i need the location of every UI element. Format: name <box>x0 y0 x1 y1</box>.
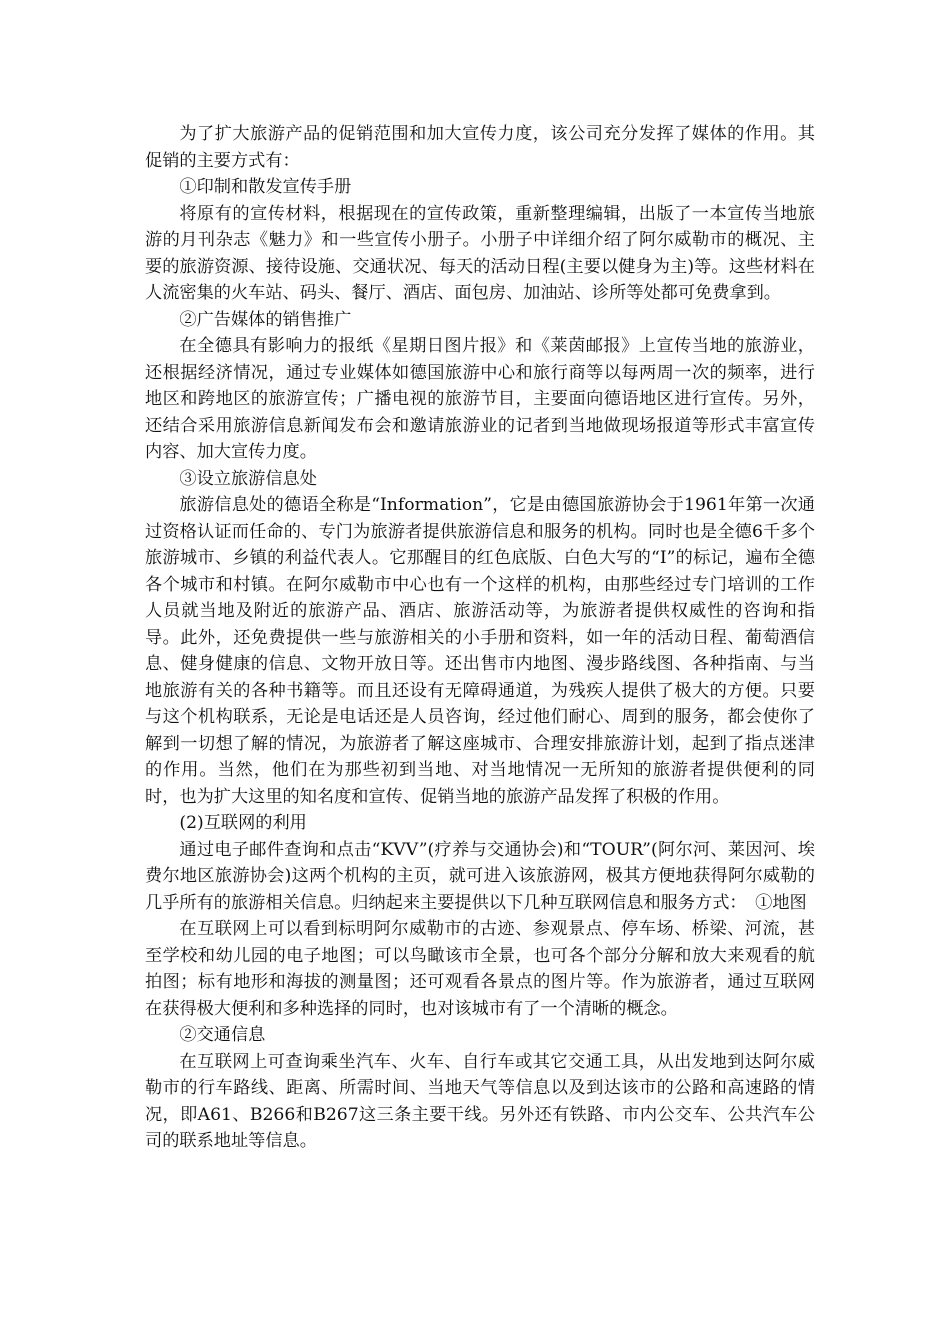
info-office-paragraph: 旅游信息处的德语全称是“Information”，它是由德国旅游协会于1961年第一次通过资格认证而任命的、专门为旅游者提供旅游信息和服务的机构。同时也是全德6千多个旅游城市、乡镇的利益代表人。它那醒目的红色底版、白色大写的“I”的标记，遍布全德各个城市和村镇。在阿尔威勒市中心也有一个这样的机构，由那些经过专门培训的工作人员就当地及附近的旅游产品、酒店、旅游活动等，为旅游者提供权威性的咨询和指导。此外，还免费提供一些与旅游相关的小手册和资料，如一年的活动日程、葡萄酒信息、健身健康的信息、文物开放日等。还出售市内地图、漫步路线图、各种指南、与当地旅游有关的各种书籍等。而且还设有无障碍通道，为残疾人提供了极大的方便。只要与这个机构联系，无论是电话还是人员咨询，经过他们耐心、周到的服务，都会使你了解到一切想了解的情况，为旅游者了解这座城市、合理安排旅游计划，起到了指点迷津的作用。当然，他们在为那些初到当地、对当地情况一无所知的旅游者提供便利的同时，也为扩大这里的知名度和宣传、促销当地的旅游产品发挥了积极的作用。 <box>145 495 815 807</box>
internet-paragraph: 通过电子邮件查询和点击“KVV”(疗养与交通协会)和“TOUR”(阿尔河、莱因河、埃费尔地区旅游协会)这两个机构的主页，就可进入该旅游网，极其方便地获得阿尔威勒的几乎所有的旅游相关信息。归纳起来主要提供以下几种互联网信息和服务方式： ①地图 <box>145 839 815 913</box>
intro-paragraph: 为了扩大旅游产品的促销范围和加大宣传力度，该公司充分发挥了媒体的作用。其促销的主要方式有： <box>145 124 815 171</box>
section-heading-advertising: ②广告媒体的销售推广 <box>179 309 352 330</box>
section-heading-traffic: ②交通信息 <box>179 1025 266 1045</box>
map-paragraph: 在互联网上可以看到标明阿尔威勒市的古迹、参观景点、停车场、桥梁、河流，甚至学校和幼儿园的电子地图；可以鸟瞰该市全景，也可各个部分分解和放大来观看的航拍图；标有地形和海拔的测量图；还可观看各景点的图片等。作为旅游者，通过互联网在获得极大便利和多种选择的同时，也对该城市有了一个清晰的概念。 <box>145 919 815 1019</box>
section-heading-internet: (2)互联网的利用 <box>179 813 307 833</box>
document-body <box>145 121 815 1155</box>
advertising-paragraph: 在全德具有影响力的报纸《星期日图片报》和《莱茵邮报》上宣传当地的旅游业，还根据经济情况，通过专业媒体如德国旅游中心和旅行商等以每两周一次的频率，进行地区和跨地区的旅游宣传；广播电视的旅游节目，主要面向德语地区进行宣传。另外，还结合采用旅游信息新闻发布会和邀请旅游业的记者到当地做现场报道等形式丰富宣传内容、加大宣传力度。 <box>145 336 815 462</box>
brochures-paragraph: 将原有的宣传材料，根据现在的宣传政策，重新整理编辑，出版了一本宣传当地旅游的月刊杂志《魅力》和一些宣传小册子。小册子中详细介绍了阿尔威勒市的概况、主要的旅游资源、接待设施、交通状况、每天的活动日程(主要以健身为主)等。这些材料在人流密集的火车站、码头、餐厅、酒店、面包房、加油站、诊所等处都可免费拿到。 <box>145 203 815 303</box>
traffic-paragraph: 在互联网上可查询乘坐汽车、火车、自行车或其它交通工具，从出发地到达阿尔威勒市的行车路线、距离、所需时间、当地天气等信息以及到达该市的公路和高速路的情况，即A61、B266和B267这三条主要干线。另外还有铁路、市内公交车、公共汽车公司的联系地址等信息。 <box>145 1051 815 1151</box>
section-heading-brochures: ①印制和散发宣传手册 <box>179 177 352 197</box>
section-heading-info-office: ③设立旅游信息处 <box>179 468 317 489</box>
